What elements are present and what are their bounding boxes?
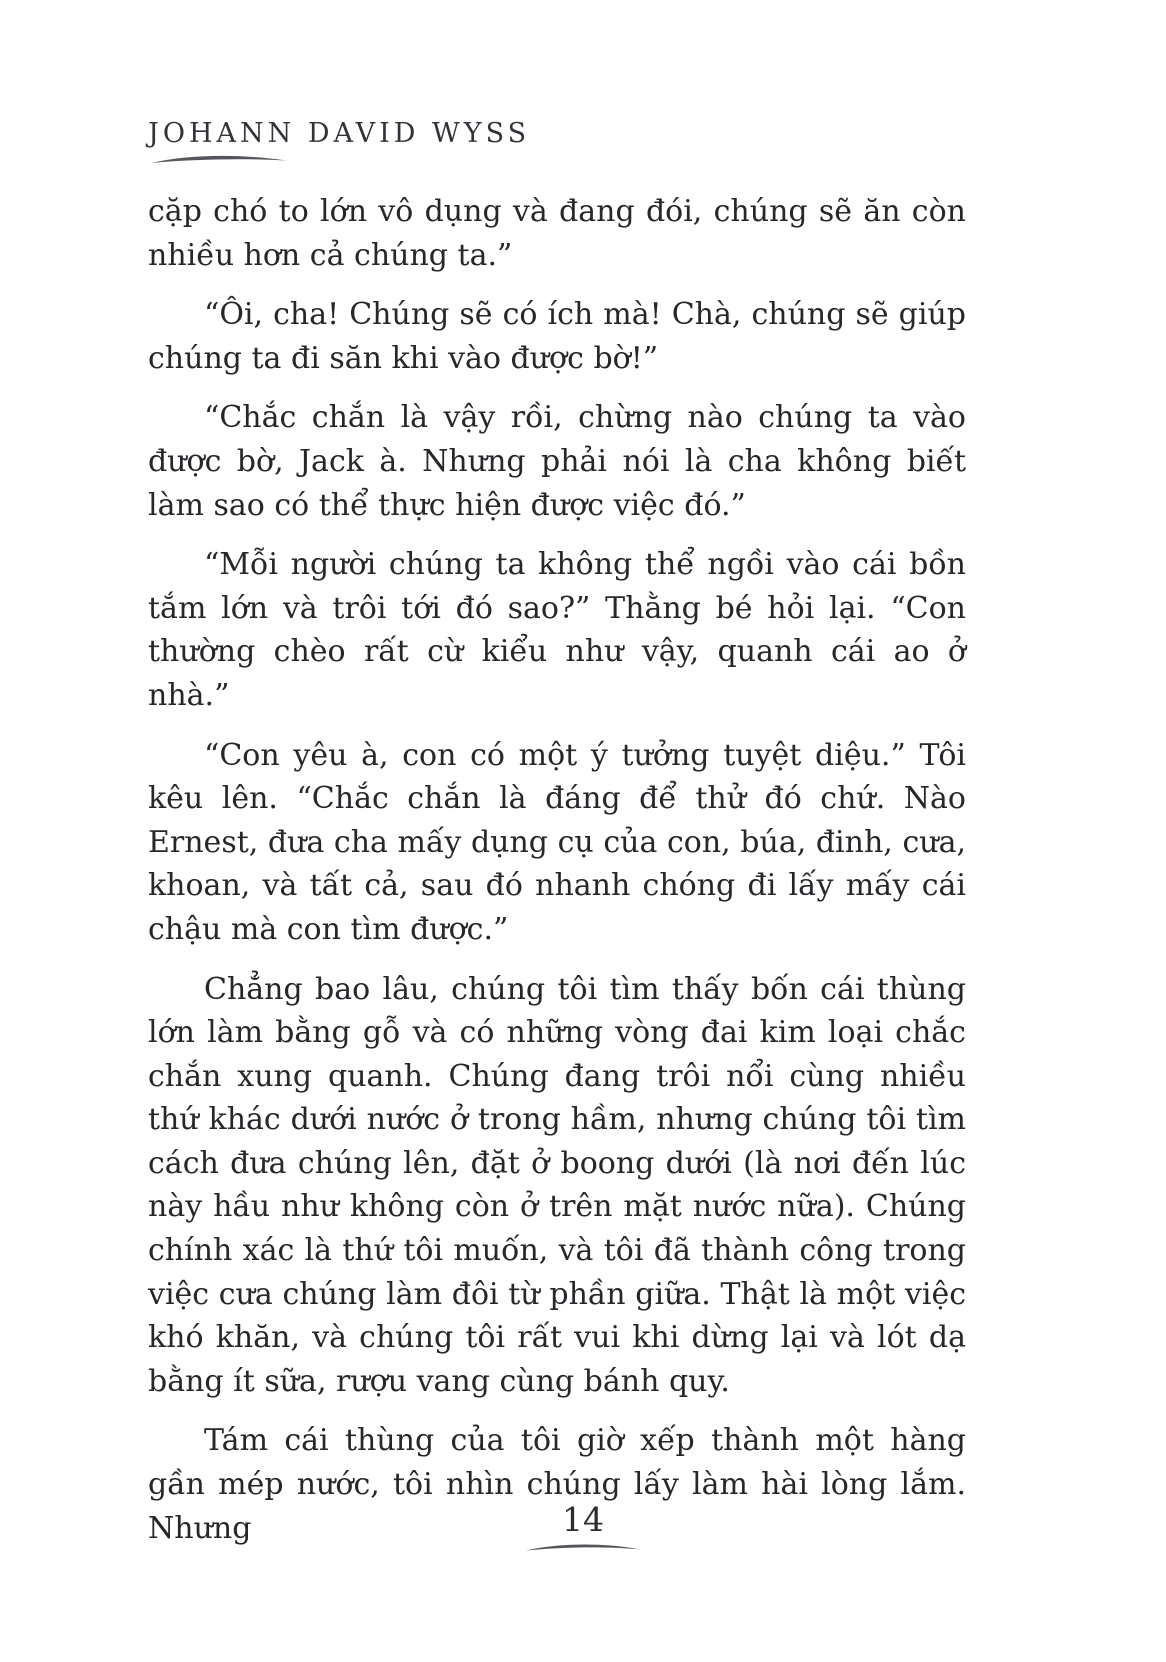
running-header-author: JOHANN DAVID WYSS: [148, 118, 531, 149]
page-body: [148, 190, 966, 1550]
header-swoosh-ornament-icon: [150, 152, 288, 166]
paragraph: cặp chó to lớn vô dụng và đang đói, chúng sẽ ăn còn nhiều hơn cả chúng ta.”: [148, 194, 966, 273]
page-footer: [0, 1500, 1166, 1553]
paragraph: “Ôi, cha! Chúng sẽ có ích mà! Chà, chúng sẽ giúp chúng ta đi săn khi vào được bờ!”: [148, 297, 966, 376]
page-content: [148, 118, 966, 1566]
paragraph: Chẳng bao lâu, chúng tôi tìm thấy bốn cái thùng lớn làm bằng gỗ và có những vòng đai kim loại chắc chắn xung quanh. Chúng đang trôi nổi cùng nhiều thứ khác dưới nước ở trong hầm, nhưng chúng tôi tìm cách đưa chúng lên, đặt ở boong dưới (là nơi đến lúc này hầu như không còn ở trên mặt nước nữa). Chúng chính xác là thứ tôi muốn, và tôi đã thành công trong việc cưa chúng làm đôi từ phần giữa. Thật là một việc khó khăn, và chúng tôi rất vui khi dừng lại và lót dạ bằng ít sữa, rượu vang cùng bánh quy.: [148, 971, 966, 1399]
footer-swoosh-ornament-icon: [524, 1541, 642, 1553]
page-number: 14: [562, 1500, 604, 1539]
paragraph: “Chắc chắn là vậy rồi, chừng nào chúng ta vào được bờ, Jack à. Nhưng phải nói là cha không biết làm sao có thể thực hiện được việc đó.”: [148, 400, 966, 523]
paragraph: Tám cái thùng của tôi giờ xếp thành một hàng gần mép nước, tôi nhìn chúng lấy làm hài lòng lắm. Nhưng: [148, 1423, 966, 1546]
running-header: [148, 118, 966, 166]
paragraph: “Con yêu à, con có một ý tưởng tuyệt diệu.” Tôi kêu lên. “Chắc chắn là đáng để thử đó chứ. Nào Ernest, đưa cha mấy dụng cụ của con, búa, đinh, cưa, khoan, và tất cả, sau đó nhanh chóng đi lấy mấy cái chậu mà con tìm được.”: [148, 737, 966, 947]
paragraph: “Mỗi người chúng ta không thể ngồi vào cái bồn tắm lớn và trôi tới đó sao?” Thằng bé hỏi lại. “Con thường chèo rất cừ kiểu như vậy, quanh cái ao ở nhà.”: [148, 547, 966, 713]
